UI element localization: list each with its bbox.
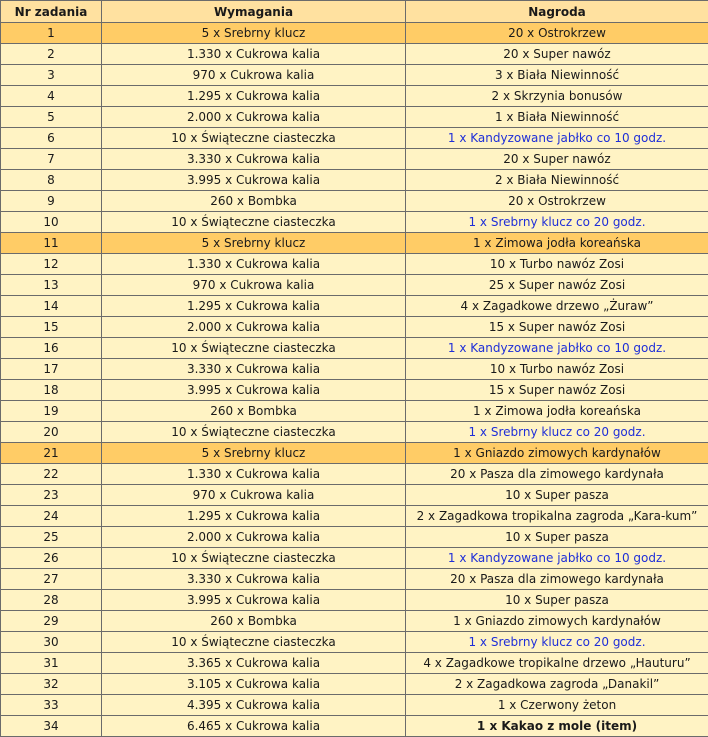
table-row: [1, 107, 708, 128]
reward-cell: 1 x Gniazdo zimowych kardynałów: [406, 611, 708, 632]
requirement-cell: 3.365 x Cukrowa kalia: [102, 653, 406, 674]
table-row: [1, 128, 708, 149]
task-number-cell: 13: [1, 275, 102, 296]
requirement-cell: 2.000 x Cukrowa kalia: [102, 107, 406, 128]
task-number-cell: 7: [1, 149, 102, 170]
requirement-cell: 1.330 x Cukrowa kalia: [102, 464, 406, 485]
requirement-cell: 260 x Bombka: [102, 401, 406, 422]
task-number-cell: 25: [1, 527, 102, 548]
header-reward: Nagroda: [406, 1, 708, 23]
reward-cell: 15 x Super nawóz Zosi: [406, 380, 708, 401]
requirement-cell: 10 x Świąteczne ciasteczka: [102, 548, 406, 569]
requirement-cell: 3.105 x Cukrowa kalia: [102, 674, 406, 695]
requirement-cell: 1.295 x Cukrowa kalia: [102, 506, 406, 527]
table-row: [1, 464, 708, 485]
task-number-cell: 29: [1, 611, 102, 632]
table-row: [1, 86, 708, 107]
table-row: [1, 275, 708, 296]
requirement-cell: 3.995 x Cukrowa kalia: [102, 170, 406, 191]
reward-cell: 3 x Biała Niewinność: [406, 65, 708, 86]
reward-cell: 10 x Turbo nawóz Zosi: [406, 254, 708, 275]
table-row: [1, 611, 708, 632]
table-row: [1, 695, 708, 716]
task-number-cell: 8: [1, 170, 102, 191]
task-number-cell: 12: [1, 254, 102, 275]
table-row: [1, 212, 708, 233]
requirement-cell: 260 x Bombka: [102, 191, 406, 212]
requirement-cell: 2.000 x Cukrowa kalia: [102, 527, 406, 548]
requirement-cell: 970 x Cukrowa kalia: [102, 275, 406, 296]
table-row: [1, 506, 708, 527]
task-number-cell: 15: [1, 317, 102, 338]
task-number-cell: 34: [1, 716, 102, 737]
reward-cell: 20 x Super nawóz: [406, 44, 708, 65]
table-row: [1, 653, 708, 674]
table-row: [1, 233, 708, 254]
reward-cell: 1 x Zimowa jodła koreańska: [406, 233, 708, 254]
table-row: [1, 485, 708, 506]
reward-cell: 1 x Kakao z mole (item): [406, 716, 708, 737]
requirement-cell: 1.295 x Cukrowa kalia: [102, 296, 406, 317]
task-number-cell: 10: [1, 212, 102, 233]
requirement-cell: 10 x Świąteczne ciasteczka: [102, 338, 406, 359]
table-row: [1, 380, 708, 401]
reward-cell: 2 x Zagadkowa tropikalna zagroda „Kara-kum”: [406, 506, 708, 527]
task-number-cell: 21: [1, 443, 102, 464]
requirement-cell: 10 x Świąteczne ciasteczka: [102, 632, 406, 653]
table-row: [1, 296, 708, 317]
table-row: [1, 716, 708, 737]
reward-cell: 1 x Zimowa jodła koreańska: [406, 401, 708, 422]
requirement-cell: 10 x Świąteczne ciasteczka: [102, 212, 406, 233]
requirement-cell: 1.330 x Cukrowa kalia: [102, 44, 406, 65]
task-number-cell: 6: [1, 128, 102, 149]
task-number-cell: 2: [1, 44, 102, 65]
reward-cell: 10 x Super pasza: [406, 527, 708, 548]
requirement-cell: 3.995 x Cukrowa kalia: [102, 590, 406, 611]
reward-cell: 1 x Srebrny klucz co 20 godz.: [406, 212, 708, 233]
requirement-cell: 3.330 x Cukrowa kalia: [102, 149, 406, 170]
reward-cell: 10 x Super pasza: [406, 590, 708, 611]
table-row: [1, 632, 708, 653]
table-row: [1, 422, 708, 443]
table-row: [1, 23, 708, 44]
table-row: [1, 191, 708, 212]
requirement-cell: 260 x Bombka: [102, 611, 406, 632]
task-number-cell: 32: [1, 674, 102, 695]
header-task-number: Nr zadania: [1, 1, 102, 23]
reward-cell: 20 x Ostrokrzew: [406, 191, 708, 212]
task-number-cell: 27: [1, 569, 102, 590]
requirement-cell: 5 x Srebrny klucz: [102, 233, 406, 254]
requirement-cell: 970 x Cukrowa kalia: [102, 65, 406, 86]
reward-cell: 1 x Kandyzowane jabłko co 10 godz.: [406, 338, 708, 359]
task-number-cell: 18: [1, 380, 102, 401]
table-row: [1, 65, 708, 86]
task-number-cell: 26: [1, 548, 102, 569]
task-number-cell: 22: [1, 464, 102, 485]
task-number-cell: 14: [1, 296, 102, 317]
table-row: [1, 527, 708, 548]
table-row: [1, 401, 708, 422]
requirement-cell: 6.465 x Cukrowa kalia: [102, 716, 406, 737]
reward-cell: 20 x Pasza dla zimowego kardynała: [406, 569, 708, 590]
task-number-cell: 24: [1, 506, 102, 527]
quest-table-body: [1, 23, 708, 737]
reward-cell: 2 x Biała Niewinność: [406, 170, 708, 191]
table-row: [1, 548, 708, 569]
requirement-cell: 1.330 x Cukrowa kalia: [102, 254, 406, 275]
task-number-cell: 4: [1, 86, 102, 107]
table-row: [1, 44, 708, 65]
reward-cell: 1 x Czerwony żeton: [406, 695, 708, 716]
table-row: [1, 674, 708, 695]
reward-cell: 10 x Turbo nawóz Zosi: [406, 359, 708, 380]
table-row: [1, 590, 708, 611]
task-number-cell: 11: [1, 233, 102, 254]
reward-cell: 10 x Super pasza: [406, 485, 708, 506]
reward-cell: 20 x Pasza dla zimowego kardynała: [406, 464, 708, 485]
table-row: [1, 359, 708, 380]
task-number-cell: 19: [1, 401, 102, 422]
task-number-cell: 1: [1, 23, 102, 44]
requirement-cell: 3.330 x Cukrowa kalia: [102, 359, 406, 380]
task-number-cell: 3: [1, 65, 102, 86]
task-number-cell: 33: [1, 695, 102, 716]
header-requirements: Wymagania: [102, 1, 406, 23]
requirement-cell: 3.330 x Cukrowa kalia: [102, 569, 406, 590]
requirement-cell: 10 x Świąteczne ciasteczka: [102, 128, 406, 149]
reward-cell: 1 x Kandyzowane jabłko co 10 godz.: [406, 548, 708, 569]
reward-cell: 2 x Skrzynia bonusów: [406, 86, 708, 107]
reward-cell: 1 x Kandyzowane jabłko co 10 godz.: [406, 128, 708, 149]
requirement-cell: 3.995 x Cukrowa kalia: [102, 380, 406, 401]
task-number-cell: 30: [1, 632, 102, 653]
reward-cell: 1 x Srebrny klucz co 20 godz.: [406, 422, 708, 443]
table-row: [1, 569, 708, 590]
task-number-cell: 28: [1, 590, 102, 611]
task-number-cell: 20: [1, 422, 102, 443]
requirement-cell: 970 x Cukrowa kalia: [102, 485, 406, 506]
reward-cell: 25 x Super nawóz Zosi: [406, 275, 708, 296]
reward-cell: 20 x Super nawóz: [406, 149, 708, 170]
task-number-cell: 23: [1, 485, 102, 506]
requirement-cell: 5 x Srebrny klucz: [102, 443, 406, 464]
table-row: [1, 317, 708, 338]
task-number-cell: 17: [1, 359, 102, 380]
table-header-row: [1, 1, 708, 23]
reward-cell: 4 x Zagadkowe drzewo „Żuraw”: [406, 296, 708, 317]
reward-cell: 4 x Zagadkowe tropikalne drzewo „Hauturu”: [406, 653, 708, 674]
table-row: [1, 338, 708, 359]
task-number-cell: 31: [1, 653, 102, 674]
task-number-cell: 9: [1, 191, 102, 212]
table-row: [1, 443, 708, 464]
requirement-cell: 5 x Srebrny klucz: [102, 23, 406, 44]
requirement-cell: 10 x Świąteczne ciasteczka: [102, 422, 406, 443]
reward-cell: 2 x Zagadkowa zagroda „Danakil”: [406, 674, 708, 695]
task-number-cell: 16: [1, 338, 102, 359]
reward-cell: 1 x Biała Niewinność: [406, 107, 708, 128]
reward-cell: 1 x Srebrny klucz co 20 godz.: [406, 632, 708, 653]
requirement-cell: 4.395 x Cukrowa kalia: [102, 695, 406, 716]
reward-cell: 20 x Ostrokrzew: [406, 23, 708, 44]
reward-cell: 15 x Super nawóz Zosi: [406, 317, 708, 338]
requirement-cell: 2.000 x Cukrowa kalia: [102, 317, 406, 338]
reward-cell: 1 x Gniazdo zimowych kardynałów: [406, 443, 708, 464]
table-row: [1, 254, 708, 275]
table-row: [1, 149, 708, 170]
table-row: [1, 170, 708, 191]
task-number-cell: 5: [1, 107, 102, 128]
requirement-cell: 1.295 x Cukrowa kalia: [102, 86, 406, 107]
